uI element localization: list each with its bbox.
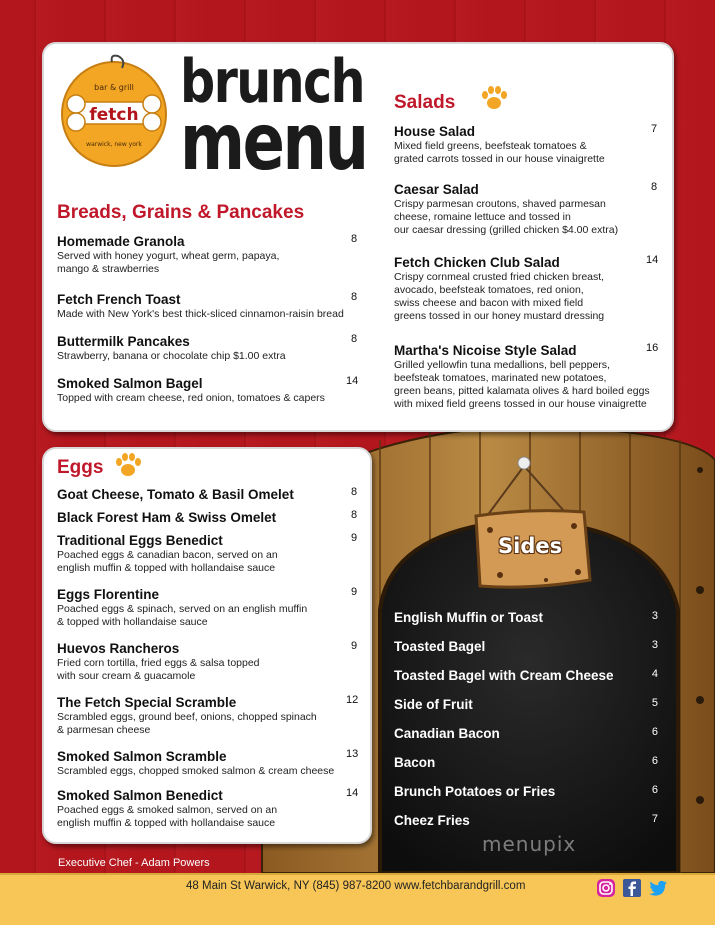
twitter-icon[interactable] [648,878,668,898]
sides-item-price: 6 [651,784,658,796]
sides-item-price: 7 [651,813,658,825]
menu-item [57,486,359,503]
menu-item [57,640,359,683]
item-price: 8 [351,333,358,345]
menu-item [57,787,359,830]
item-desc: Mixed field greens, beefsteak tomatoes & grated carrots tossed in our house vinaigrette [394,140,605,165]
instagram-icon[interactable] [596,878,616,898]
paw-icon [480,85,508,111]
item-name: Caesar Salad [394,182,479,197]
item-desc: Scrambled eggs, ground beef, onions, chopped spinach & parmesan cheese [57,711,317,736]
sides-item [394,609,658,626]
item-name: Smoked Salmon Scramble [57,749,227,764]
menu-item [57,748,359,778]
item-price: 9 [351,640,358,652]
item-name: Huevos Rancheros [57,641,180,656]
paw-icon [114,452,142,478]
menu-item [57,375,359,405]
item-price: 9 [351,532,358,544]
item-name: Black Forest Ham & Swiss Omelet [57,510,277,525]
item-desc: Scrambled eggs, chopped smoked salmon & cream cheese [57,765,335,777]
sides-item [394,725,658,742]
logo-bottom-text: warwick, new york [86,141,142,148]
sides-item [394,754,658,771]
logo-name: fetch [89,105,139,125]
item-desc: Poached eggs & spinach, served on an english muffin & topped with hollandaise sauce [57,603,308,628]
item-desc: Made with New York's best thick-sliced cinnamon-raisin bread [57,308,344,320]
item-desc: Poached eggs & canadian bacon, served on an english muffin & topped with hollandaise sauce [57,549,278,574]
sides-item [394,667,658,684]
item-price: 16 [646,342,659,354]
item-desc: Crispy cornmeal crusted fried chicken breast, avocado, beefsteak tomatoes, red onion, swiss cheese and bacon with mixed field greens tossed in our honey mustard dressing [394,271,605,322]
footer-address: 48 Main St Warwick, NY (845) 987-8200 www.fetchbarandgrill.com [186,880,526,892]
sides-item-name: Toasted Bagel with Cream Cheese [394,668,614,683]
sides-item-name: Canadian Bacon [394,726,500,741]
item-price: 8 [351,486,358,498]
item-price: 7 [651,123,658,135]
item-name: Homemade Granola [57,234,185,249]
eggs-section-title: Eggs [57,457,104,478]
menu-item [394,181,658,237]
item-desc: Grilled yellowfin tuna medallions, bell peppers, beefsteak tomatoes, marinated new potatoes, green beans, pitted kalamata olives & hard boiled eggs with mixed field greens tossed in our house vinaigrette [394,359,650,410]
item-price: 14 [346,787,359,799]
sides-item-name: Toasted Bagel [394,639,486,654]
menu-item [57,233,359,276]
watermark: menupix [482,832,577,856]
item-name: House Salad [394,124,476,139]
item-name: Smoked Salmon Benedict [57,788,223,803]
item-name: Smoked Salmon Bagel [57,376,203,391]
item-name: Fetch Chicken Club Salad [394,255,560,270]
item-price: 8 [351,233,358,245]
item-price: 8 [351,291,358,303]
item-name: Eggs Florentine [57,587,160,602]
item-name: Martha's Nicoise Style Salad [394,343,577,358]
menu-item [57,694,359,737]
title-brunch: brunch [180,47,364,117]
menu-item [394,342,658,411]
sides-item-name: English Muffin or Toast [394,610,543,625]
item-price: 12 [346,694,359,706]
sides-sign-title: Sides [498,534,563,558]
item-name: Traditional Eggs Benedict [57,533,223,548]
sides-item [394,812,658,829]
item-name: Goat Cheese, Tomato & Basil Omelet [57,487,294,502]
item-desc: Strawberry, banana or chocolate chip $1.00 extra [57,350,286,362]
sides-item-price: 3 [651,639,658,651]
logo-top-text: bar & grill [94,83,134,92]
sides-item-name: Cheez Fries [394,813,470,828]
item-desc: Topped with cream cheese, red onion, tomatoes & capers [57,392,325,404]
item-price: 9 [351,586,358,598]
item-name: Buttermilk Pancakes [57,334,190,349]
item-desc: Fried corn tortilla, fried eggs & salsa topped with sour cream & guacamole [57,657,260,682]
sides-item [394,783,658,800]
menu-item [57,509,359,526]
sides-item-name: Side of Fruit [394,697,473,712]
menu-item [57,291,359,321]
menu-item [57,586,359,629]
item-name: Fetch French Toast [57,292,181,307]
item-price: 14 [646,254,659,266]
sides-item-price: 6 [651,726,658,738]
menu-item [394,254,658,323]
sides-item [394,696,658,713]
item-desc: Crispy parmesan croutons, shaved parmesan cheese, romaine lettuce and tossed in our caesar dressing (grilled chicken $4.00 extra) [394,198,619,236]
facebook-icon[interactable] [622,878,642,898]
title-menu: menu [180,98,367,188]
item-desc: Served with honey yogurt, wheat germ, papaya, mango & strawberries [57,250,280,275]
menu-item [394,123,658,166]
sides-item-price: 6 [651,755,658,767]
menu-item [57,532,359,575]
item-price: 8 [651,181,658,193]
item-name: The Fetch Special Scramble [57,695,237,710]
item-price: 13 [346,748,359,760]
menu-item [57,333,359,363]
item-desc: Poached eggs & smoked salmon, served on an english muffin & topped with hollandaise sauce [57,804,278,829]
sides-item-name: Brunch Potatoes or Fries [394,784,556,799]
executive-chef: Executive Chef - Adam Powers [58,857,210,869]
sides-item-name: Bacon [394,755,436,770]
sides-item-price: 3 [651,610,658,622]
sides-item [394,638,658,655]
breads-section-title: Breads, Grains & Pancakes [57,202,305,223]
fetch-logo [56,54,172,170]
sides-item-price: 5 [651,697,658,709]
item-price: 8 [351,509,358,521]
salads-section-title: Salads [394,92,456,113]
sides-item-price: 4 [651,668,658,680]
item-price: 14 [346,375,359,387]
